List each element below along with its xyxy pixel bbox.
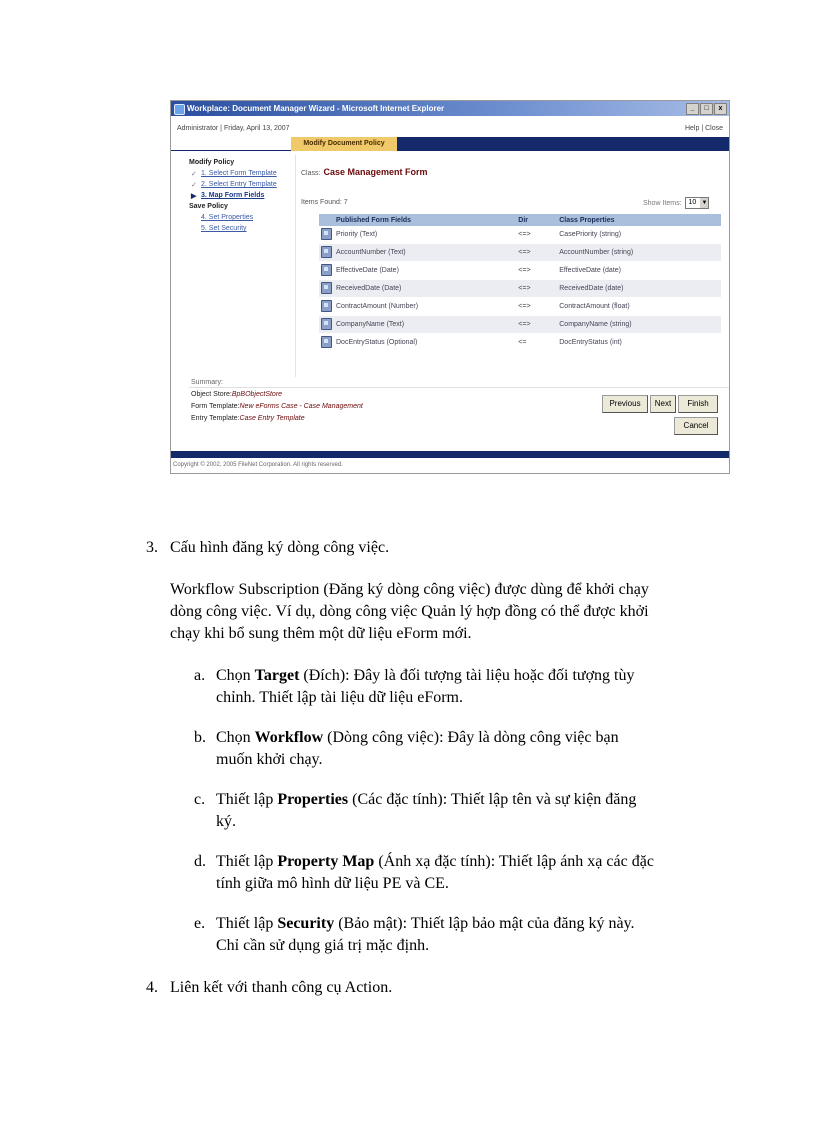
table-row[interactable]: [319, 316, 721, 334]
item-d-line1: Thiết lập Property Map (Ánh xạ đặc tính): Thiết lập ánh xạ các đặc: [216, 853, 654, 870]
field-cell: ContractAmount (Number): [332, 298, 514, 316]
field-cell: ReceivedDate (Date): [332, 280, 514, 298]
window-titlebar: [171, 101, 729, 116]
copyright-text: Copyright © 2002, 2005 FileNet Corporation. All rights reserved.: [173, 462, 343, 468]
help-close-links[interactable]: Help | Close: [684, 125, 723, 132]
dir-cell: <=>: [514, 316, 555, 334]
step-4-number: 4.: [146, 979, 158, 996]
summary-panel: [191, 379, 363, 427]
field-icon: [321, 246, 332, 258]
item-e-letter: e.: [194, 915, 206, 932]
admin-line: Administrator | Friday, April 13, 2007: [177, 125, 290, 132]
check-icon: ✓: [191, 182, 197, 189]
item-e-line1: Thiết lập Security (Bảo mật): Thiết lập bảo mật của đăng ký này.: [216, 915, 635, 932]
sidebar-item-select-entry-template[interactable]: ✓ 2. Select Entry Template: [191, 181, 277, 189]
maximize-button[interactable]: □: [700, 103, 713, 115]
table-row[interactable]: [319, 280, 721, 298]
class-label: Class:: [301, 170, 321, 177]
item-b-line1: Chọn Workflow (Dòng công việc): Đây là dòng công việc bạn: [216, 729, 619, 746]
table-row[interactable]: [319, 244, 721, 262]
property-cell: CasePriority (string): [555, 226, 721, 244]
field-mapping-table: [319, 214, 721, 352]
sidebar-heading-modify: Modify Policy: [189, 159, 235, 166]
step-4-title: Liên kết với thanh công cụ Action.: [170, 979, 393, 996]
show-items: [643, 197, 709, 209]
property-cell: EffectiveDate (date): [555, 262, 721, 280]
property-cell: ContractAmount (float): [555, 298, 721, 316]
intro-line: Workflow Subscription (Đăng ký dòng công việc) được dùng để khởi chạy: [170, 581, 649, 598]
item-e-line2: Chỉ cần sử dụng giá trị mặc định.: [216, 937, 430, 954]
step-3-title: Cấu hình đăng ký dòng công việc.: [170, 539, 390, 556]
sidebar-item-set-security[interactable]: 5. Set Security: [201, 225, 247, 232]
summary-entry-template: Entry Template:Case Entry Template: [191, 415, 305, 422]
dir-cell: <=>: [514, 280, 555, 298]
sidebar-item-select-form-template[interactable]: ✓ 1. Select Form Template: [191, 170, 277, 178]
field-icon: [321, 336, 332, 348]
sidebar-item-map-form-fields[interactable]: ▶ 3. Map Form Fields: [191, 192, 265, 200]
dir-cell: <=: [514, 334, 555, 352]
tab-modify-document-policy[interactable]: Modify Document Policy: [291, 137, 397, 151]
class-row: [301, 167, 427, 177]
property-cell: CompanyName (string): [555, 316, 721, 334]
field-icon: [321, 282, 332, 294]
property-cell: ReceivedDate (date): [555, 280, 721, 298]
item-a-line1: Chọn Target (Đích): Đây là đối tượng tài liệu hoặc đối tượng tùy: [216, 667, 635, 684]
field-icon: [321, 318, 332, 330]
summary-object-store: Object Store:BpBObjectStore: [191, 391, 283, 398]
field-icon: [321, 228, 332, 240]
table-row[interactable]: [319, 298, 721, 316]
dir-cell: <=>: [514, 244, 555, 262]
column-header-dir: Dir: [514, 214, 555, 226]
field-icon: [321, 300, 332, 312]
wizard-screenshot: [170, 100, 730, 474]
table-row[interactable]: [319, 262, 721, 280]
dir-cell: <=>: [514, 262, 555, 280]
show-items-label: Show Items:: [643, 199, 682, 207]
item-c-line1: Thiết lập Properties (Các đặc tính): Thiết lập tên và sự kiện đăng: [216, 791, 637, 808]
minimize-button[interactable]: _: [686, 103, 699, 115]
dir-cell: <=>: [514, 298, 555, 316]
field-cell: DocEntryStatus (Optional): [332, 334, 514, 352]
previous-button[interactable]: Previous: [602, 395, 648, 413]
item-a-letter: a.: [194, 667, 206, 684]
ie-icon: [174, 104, 185, 115]
item-d-line2: tính giữa mô hình dữ liệu PE và CE.: [216, 875, 449, 892]
intro-line: dòng công việc. Ví dụ, dòng công việc Quản lý hợp đồng có thể được khởi: [170, 603, 649, 620]
table-row[interactable]: [319, 334, 721, 352]
item-a-line2: chỉnh. Thiết lập tài liệu dữ liệu eForm.: [216, 689, 463, 706]
summary-heading: Summary:: [191, 379, 223, 386]
item-d-letter: d.: [194, 853, 206, 870]
dir-cell: <=>: [514, 226, 555, 244]
tab-strip: [291, 137, 729, 151]
column-header-published-fields: Published Form Fields: [332, 214, 514, 226]
table-row[interactable]: [319, 226, 721, 244]
property-cell: DocEntryStatus (int): [555, 334, 721, 352]
item-b-line2: muốn khởi chạy.: [216, 751, 323, 768]
field-cell: CompanyName (Text): [332, 316, 514, 334]
step-3-number: 3.: [146, 539, 158, 556]
cancel-button[interactable]: Cancel: [674, 417, 718, 435]
wizard-sidebar: [189, 159, 299, 236]
item-b-letter: b.: [194, 729, 206, 746]
field-cell: EffectiveDate (Date): [332, 262, 514, 280]
sidebar-heading-save: Save Policy: [189, 203, 228, 210]
item-c-letter: c.: [194, 791, 206, 808]
class-name: Case Management Form: [323, 167, 428, 177]
sidebar-item-set-properties[interactable]: 4. Set Properties: [201, 214, 254, 221]
show-items-select[interactable]: 10 ▼: [685, 197, 709, 209]
current-step-arrow-icon: ▶: [191, 193, 197, 200]
next-button[interactable]: Next: [650, 395, 676, 413]
finish-button[interactable]: Finish: [678, 395, 718, 413]
intro-line: chạy khi bổ sung thêm một dữ liệu eForm mới.: [170, 625, 472, 642]
property-cell: AccountNumber (string): [555, 244, 721, 262]
window-title: Workplace: Document Manager Wizard - Microsoft Internet Explorer: [187, 104, 445, 113]
field-icon: [321, 264, 332, 276]
field-cell: Priority (Text): [332, 226, 514, 244]
summary-form-template: Form Template:New eForms Case - Case Management: [191, 403, 363, 410]
close-button[interactable]: x: [714, 103, 727, 115]
check-icon: ✓: [191, 171, 197, 178]
dropdown-arrow-icon: ▼: [701, 200, 708, 206]
item-c-line2: ký.: [216, 813, 236, 830]
column-header-class-properties: Class Properties: [555, 214, 721, 226]
items-found: Items Found: 7: [301, 199, 348, 206]
field-cell: AccountNumber (Text): [332, 244, 514, 262]
